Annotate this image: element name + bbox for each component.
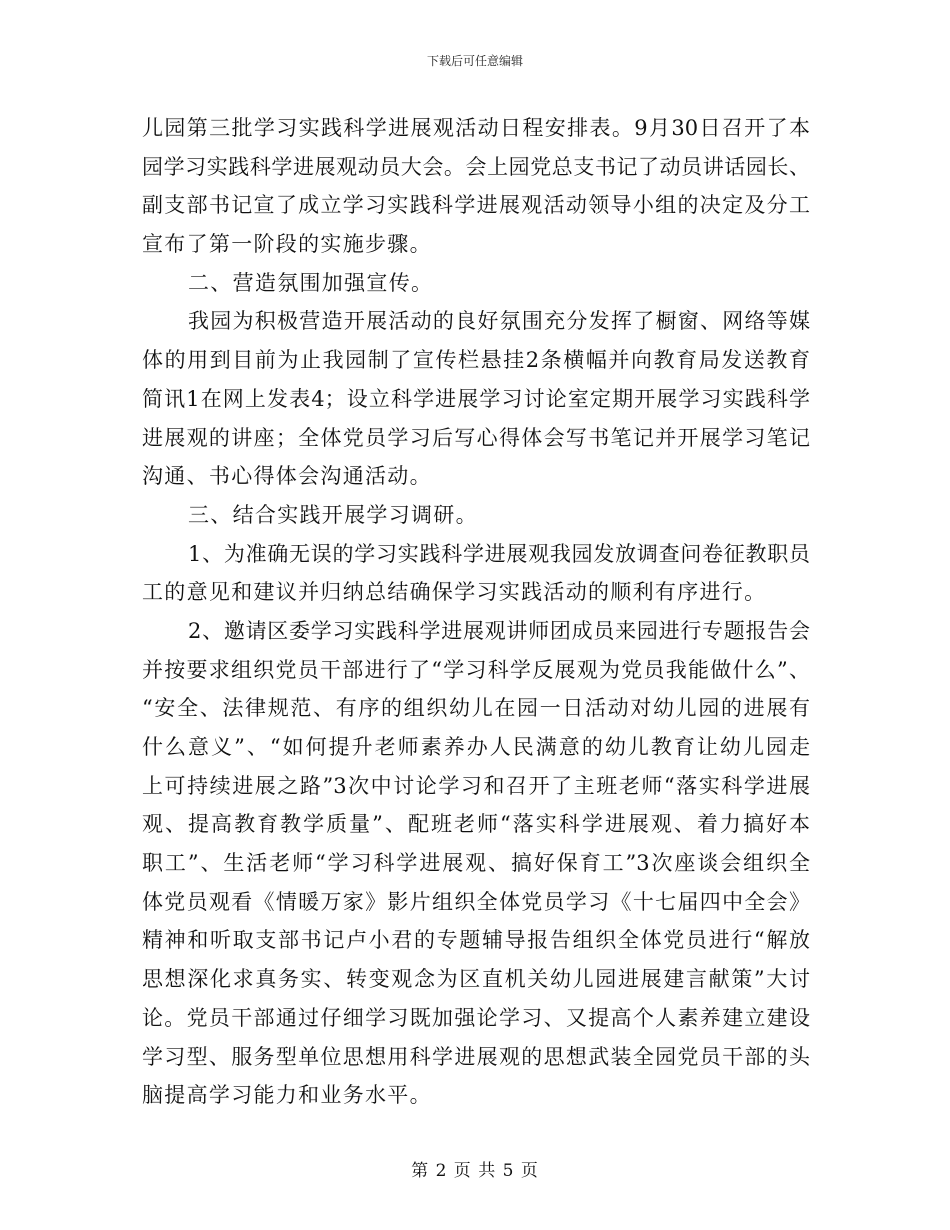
text-line: 进展观的讲座；全体党员学习后写心得体会写书笔记并开展学习笔记: [142, 425, 810, 450]
section-heading: 三、结合实践开展学习调研。: [188, 502, 478, 527]
text-line: 1、为准确无误的学习实践科学进展观我园发放调查问卷征教职员: [188, 541, 810, 566]
text-line: 2、邀请区委学习实践科学进展观讲师团成员来园进行专题报告会: [188, 618, 810, 643]
text-line: 职工”、生活老师“学习科学进展观、搞好保育工”3次座谈会组织全: [142, 851, 810, 876]
text-line: 精神和听取支部书记卢小君的专题辅导报告组织全体党员进行“解放: [142, 928, 810, 953]
text-line: 工的意见和建议并归纳总结确保学习实践活动的顺利有序进行。: [142, 580, 767, 605]
text-line: 简讯1在网上发表4；设立科学进展学习讨论室定期开展学习实践科学: [142, 386, 810, 411]
text-line: 思想深化求真务实、转变观念为区直机关幼儿园进展建言献策”大讨: [142, 967, 810, 992]
text-line: 我园为积极营造开展活动的良好氛围充分发挥了橱窗、网络等媒: [188, 309, 810, 334]
text-line: 体党员观看《情暖万家》影片组织全体党员学习《十七届四中全会》: [142, 889, 810, 914]
text-line: 体的用到目前为止我园制了宣传栏悬挂2条横幅并向教育局发送教育: [142, 348, 810, 373]
text-line: 学习型、服务型单位思想用科学进展观的思想武装全园党员干部的头: [142, 1044, 810, 1069]
page-header-note: 下载后可任意编辑: [426, 54, 523, 68]
text-line: “安全、法律规范、有序的组织幼儿在园一日活动对幼儿园的进展有: [142, 696, 810, 721]
text-line: 副支部书记宣了成立学习实践科学进展观活动领导小组的决定及分工: [142, 193, 810, 218]
text-line: 上可持续进展之路”3次中讨论学习和召开了主班老师“落实科学进展: [142, 773, 810, 798]
text-line: 什么意义”、“如何提升老师素养办人民满意的幼儿教育让幼儿园走: [142, 735, 810, 759]
text-line: 沟通、书心得体会沟通活动。: [142, 464, 432, 489]
text-line: 论。党员干部通过仔细学习既加强论学习、又提高个人素养建立建设: [142, 1005, 810, 1030]
section-heading: 二、营造氛围加强宣传。: [188, 270, 434, 295]
text-line: 并按要求组织党员干部进行了“学习科学反展观为党员我能做什么”、: [142, 657, 810, 682]
text-line: 园学习实践科学进展观动员大会。会上园党总支书记了动员讲话园长、: [142, 154, 810, 179]
body-text: [142, 109, 810, 1115]
page-number: 第 2 页 共 5 页: [411, 1161, 539, 1181]
text-line: 宣布了第一阶段的实施步骤。: [142, 232, 432, 257]
text-line: 儿园第三批学习实践科学进展观活动日程安排表。9月30日召开了本: [142, 116, 810, 140]
text-line: 观、提高教育教学质量”、配班老师“落实科学进展观、着力搞好本: [142, 812, 810, 837]
text-line: 脑提高学习能力和业务水平。: [142, 1083, 432, 1108]
